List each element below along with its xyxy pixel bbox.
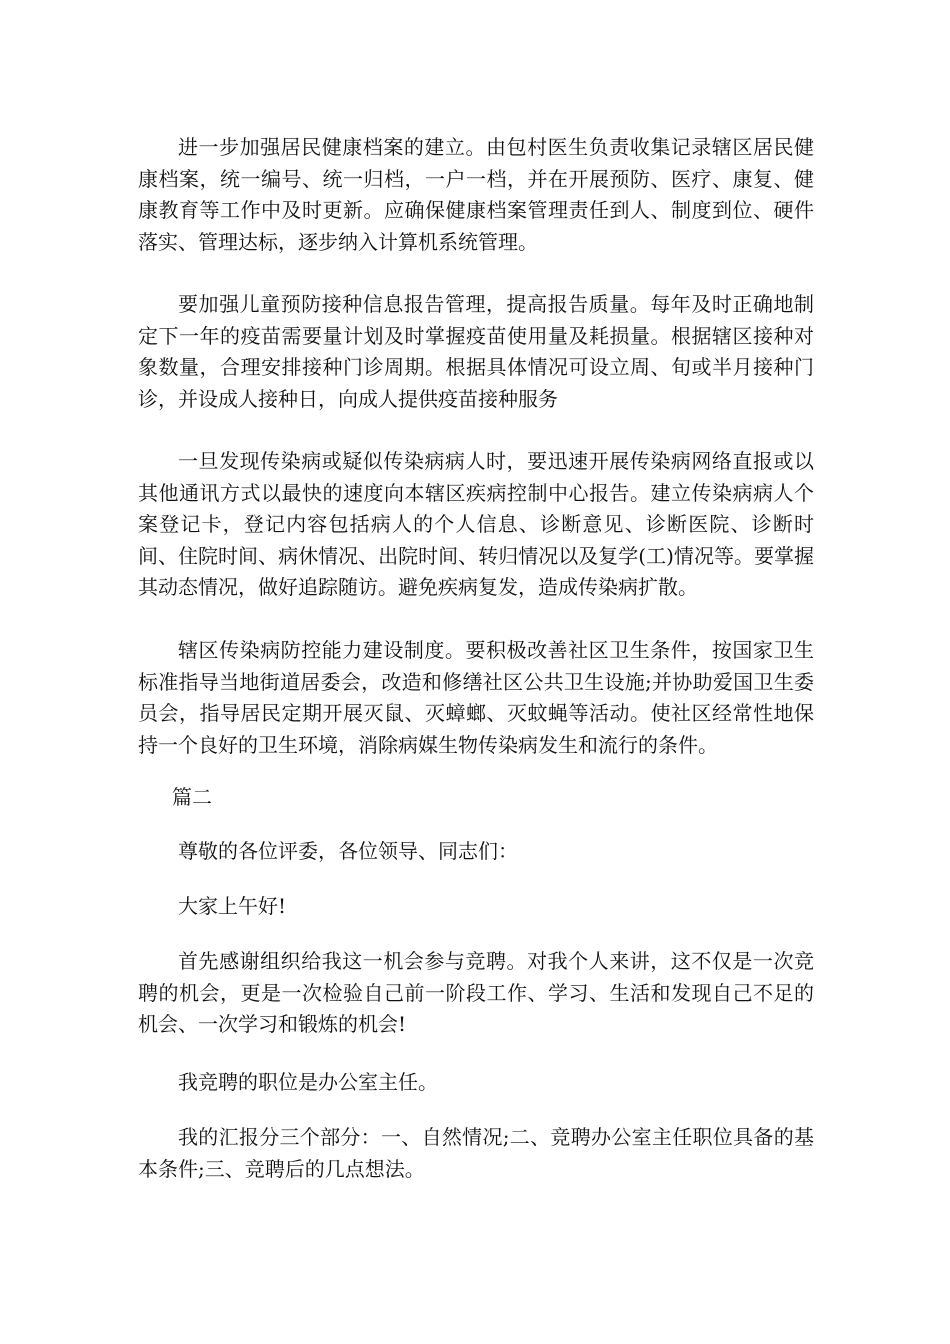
paragraph-vaccination-reporting: 要加强儿童预防接种信息报告管理，提高报告质量。每年及时正确地制定下一年的疫苗需要量计划及时掌握疫苗使用量及耗损量。根据辖区接种对象数量，合理安排接种门诊周期。根据具体情况可设立周、旬或半月接种门诊，并设成人接种日，向成人提供疫苗接种服务 (138, 292, 814, 411)
paragraph-disease-prevention-capacity: 辖区传染病防控能力建设制度。要积极改善社区卫生条件，按国家卫生标准指导当地街道居委会，改造和修缮社区公共卫生设施;并协助爱国卫生委员会，指导居民定期开展灭鼠、灭蟑螂、灭蚊蝇等活动。使社区经常性地保持一个良好的卫生环境，消除病媒生物传染病发生和流行的条件。 (138, 638, 814, 757)
paragraph-infectious-disease-reporting: 一旦发现传染病或疑似传染病病人时，要迅速开展传染病网络直报或以其他通讯方式以最快的速度向本辖区疾病控制中心报告。建立传染病病人个案登记卡，登记内容包括病人的个人信息、诊断意见、诊断医院、诊断时间、住院时间、病休情况、出院时间、转归情况以及复学(工)情况等。要掌握其动态情况，做好追踪随访。避免疾病复发，造成传染病扩散。 (138, 449, 814, 599)
speech-good-morning: 大家上午好! (178, 894, 287, 918)
paragraph-health-records: 进一步加强居民健康档案的建立。由包村医生负责收集记录辖区居民健康档案，统一编号、统一归档，一户一档，并在开展预防、医疗、康复、健康教育等工作中及时更新。应确保健康档案管理责任到人、制度到位、硬件落实、管理达标，逐步纳入计算机系统管理。 (138, 135, 814, 254)
speech-greeting-audience: 尊敬的各位评委，各位领导、同志们： (178, 839, 518, 863)
speech-report-outline: 我的汇报分三个部分：一、自然情况;二、竞聘办公室主任职位具备的基本条件;三、竞聘后的几点想法。 (138, 1125, 814, 1181)
speech-thanks-paragraph: 首先感谢组织给我这一机会参与竞聘。对我个人来讲，这不仅是一次竞聘的机会，更是一次检验自己前一阶段工作、学习、生活和发现自己不足的机会、一次学习和锻炼的机会! (138, 949, 814, 1036)
section-heading: 篇二 (172, 785, 212, 809)
speech-position-statement: 我竞聘的职位是办公室主任。 (178, 1070, 438, 1094)
